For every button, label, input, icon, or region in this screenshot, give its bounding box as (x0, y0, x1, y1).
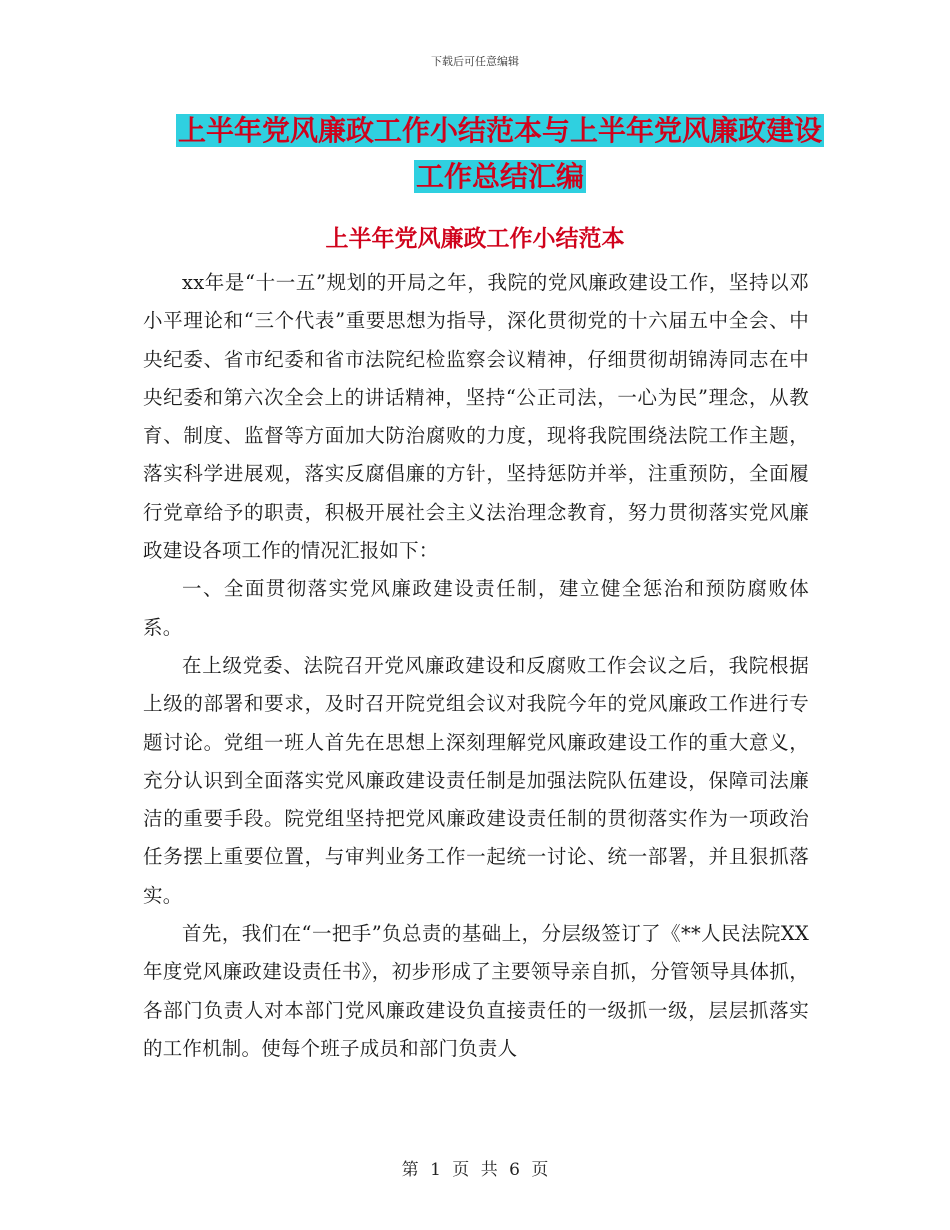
paragraph: xx年是“十一五”规划的开局之年，我院的党风廉政建设工作，坚持以邓小平理论和“三个代表”重要思想为指导，深化贯彻党的十六届五中全会、中央纪委、省市纪委和省市法院纪检监察会议精神，仔细贯彻胡锦涛同志在中央纪委和第六次全会上的讲话精神，坚持“公正司法，一心为民”理念，从教育、制度、监督等方面加大防治腐败的力度，现将我院围绕法院工作主题，落实科学进展观，落实反腐倡廉的方针，坚持惩防并举，注重预防，全面履行党章给予的职责，积极开展社会主义法治理念教育，努力贯彻落实党风廉政建设各项工作的情况汇报如下： (143, 271, 809, 563)
page-number: 第 1 页 共 6 页 (401, 1160, 549, 1180)
document-title (140, 108, 860, 200)
paragraph: 在上级党委、法院召开党风廉政建设和反腐败工作会议之后，我院根据上级的部署和要求，及时召开院党组会议对我院今年的党风廉政工作进行专题讨论。党组一班人首先在思想上深刻理解党风廉政建设工作的重大意义，充分认识到全面落实党风廉政建设责任制是加强法院队伍建设，保障司法廉洁的重要手段。院党组坚持把党风廉政建设责任制的贯彻落实作为一项政治任务摆上重要位置，与审判业务工作一起统一讨论、统一部署，并且狠抓落实。 (143, 653, 809, 907)
paragraph: 首先，我们在“一把手”负总责的基础上，分层级签订了《**人民法院XX年度党风廉政建设责任书》，初步形成了主要领导亲自抓，分管领导具体抓，各部门负责人对本部门党风廉政建设负直接责任的一级抓一级，层层抓落实的工作机制。使每个班子成员和部门负责人 (143, 922, 809, 1060)
body-text (143, 264, 809, 1068)
title-line-2: 工作总结汇编 (415, 160, 584, 193)
paragraph: 一、全面贯彻落实党风廉政建设责任制，建立健全惩治和预防腐败体系。 (143, 577, 809, 639)
section-title: 上半年党风廉政工作小结范本 (325, 226, 625, 252)
header-note: 下载后可任意编辑 (431, 55, 519, 68)
title-line-1: 上半年党风廉政工作小结范本与上半年党风廉政建设 (177, 114, 822, 147)
